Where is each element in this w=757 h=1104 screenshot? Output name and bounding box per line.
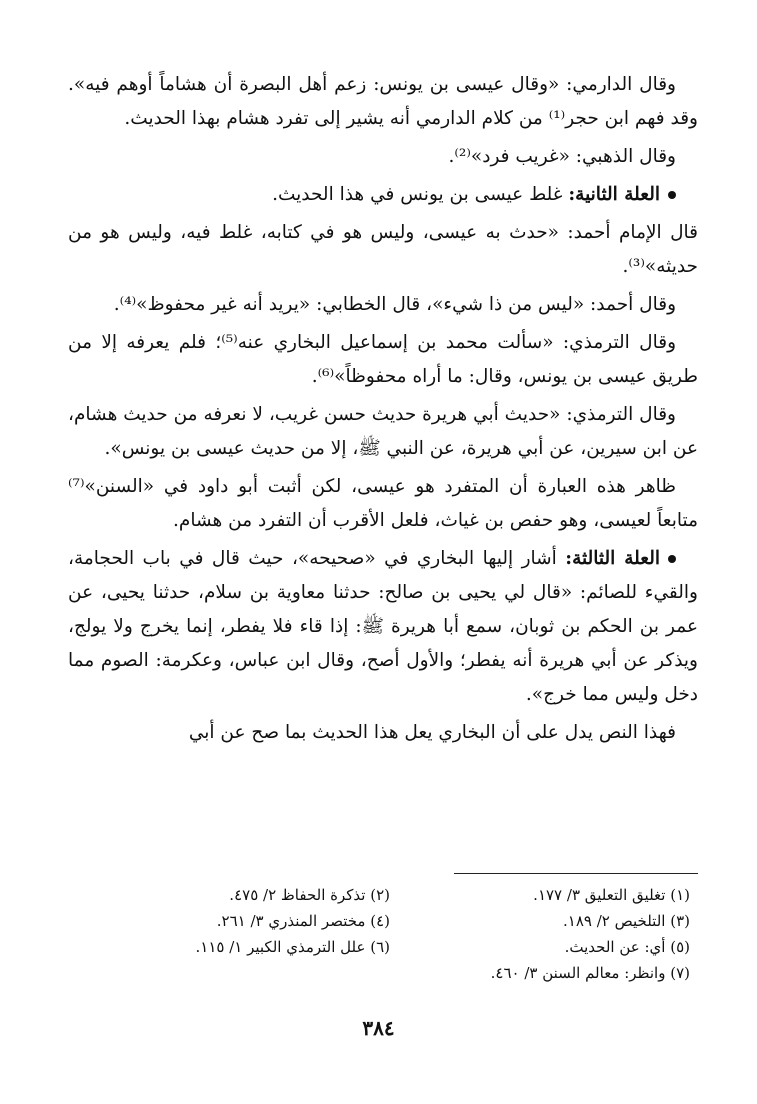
paragraph: وقال الدارمي: «وقال عيسى بن يونس: زعم أهل البصرة أن هشاماً أوهم فيه». وقد فهم ابن حجر⁽¹⁾ من كلام الدارمي أنه يشير إلى تفرد هشام بهذا الحديث. [68,74,698,129]
paragraph: وقال الذهبي: «غريب فرد»⁽²⁾. [448,146,676,167]
paragraph: وقال أحمد: «ليس من ذا شيء»، قال الخطابي: «يريد أنه غير محفوظ»⁽⁴⁾. [113,294,676,315]
footnote: (٧) وانظر: معالم السنن ٣/ ٤٦٠. [490,964,690,982]
bullet-icon [668,191,676,199]
main-text [68,68,698,754]
footnote: (٢) تذكرة الحفاظ ٢/ ٤٧٥. [229,886,390,904]
footnotes [130,884,690,984]
paragraph-text: أشار إليها البخاري في «صحيحه»، حيث قال في باب الحجامة، والقيء للصائم: «قال لي يحيى بن صالح: حدثنا معاوية بن سلام، حدثنا يحيى، عن عمر بن الحكم بن ثوبان، سمع أبا هريرة ﷺ: إذا قاء فلا يفطر، إنما يخرج ولا يولج، ويذكر عن أبي هريرة أنه يفطر؛ والأول أصح، وقال ابن عباس، وعكرمة: الصوم مما دخل وليس مما خرج». [68,548,698,705]
bullet-icon [668,555,676,563]
footnote: (٦) علل الترمذي الكبير ١/ ١١٥. [195,938,390,956]
paragraph: ظاهر هذه العبارة أن المتفرد هو عيسى، لكن أثبت أبو داود في «السنن»⁽⁷⁾ متابعاً لعيسى، وهو حفص بن غياث، فلعل الأقرب أن التفرد من هشام. [68,476,698,531]
page-number: ٣٨٤ [362,1016,395,1040]
paragraph: قال الإمام أحمد: «حدث به عيسى، وليس هو في كتابه، غلط فيه، وليس هو من حديثه»⁽³⁾. [68,222,698,277]
paragraph: فهذا النص يدل على أن البخاري يعل هذا الحديث بما صح عن أبي [188,722,676,743]
paragraph [68,542,698,712]
footnote: (٤) مختصر المنذري ٣/ ٢٦١. [216,912,390,930]
footnote: (٣) التلخيص ٢/ ١٨٩. [563,912,690,930]
footnote: (١) تغليق التعليق ٣/ ١٧٧. [533,886,690,904]
paragraph: وقال الترمذي: «حديث أبي هريرة حديث حسن غريب، لا نعرفه من حديث هشام، عن ابن سيرين، عن أبي هريرة، عن النبي ﷺ، إلا من حديث عيسى بن يونس». [68,404,698,459]
footnote: (٥) أي: عن الحديث. [564,938,690,956]
paragraph: وقال الترمذي: «سألت محمد بن إسماعيل البخاري عنه⁽⁵⁾؛ فلم يعرفه إلا من طريق عيسى بن يونس، وقال: ما أراه محفوظاً»⁽⁶⁾. [68,332,698,387]
footnote-divider [454,873,698,874]
section-label: العلة الثانية: [568,184,660,205]
section-label: العلة الثالثة: [565,548,660,569]
paragraph-text: غلط عيسى بن يونس في هذا الحديث. [272,184,569,205]
paragraph [68,178,698,212]
